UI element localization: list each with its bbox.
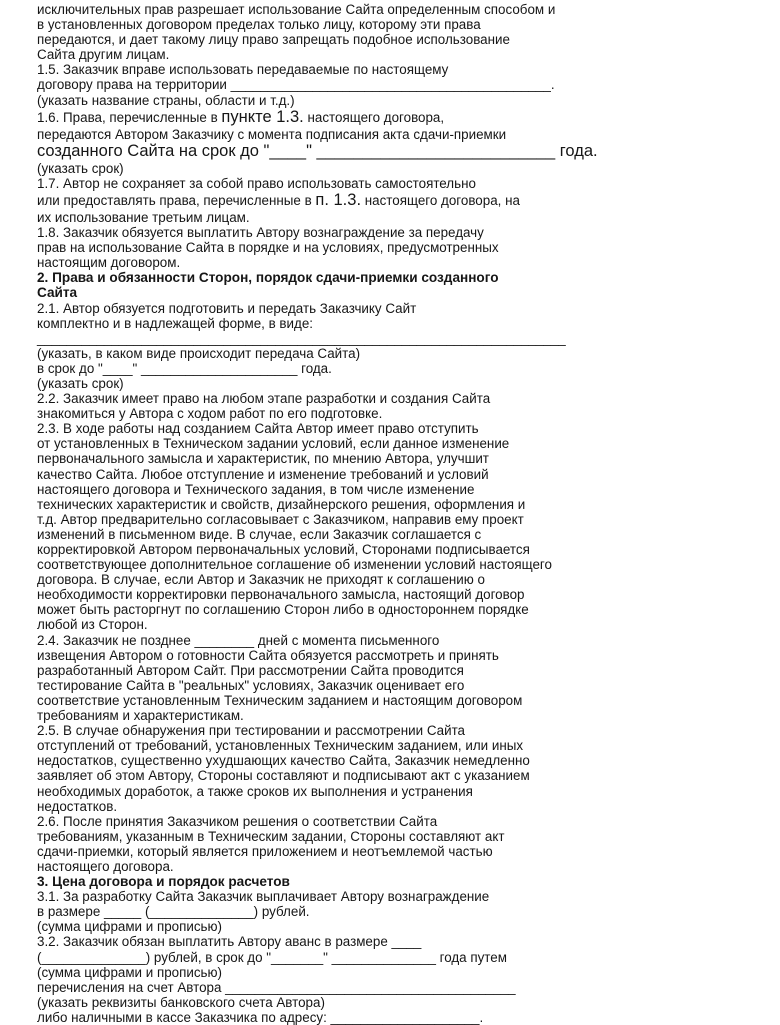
document-text: настоящего договора, xyxy=(303,109,445,125)
document-text: качество Сайта. Любое отступление и изменение требований и условий xyxy=(37,466,489,482)
document-line xyxy=(37,557,760,572)
document-line xyxy=(37,17,760,32)
document-line xyxy=(37,784,760,799)
document-text: их использование третьим лицам. xyxy=(37,209,250,225)
document-line xyxy=(37,161,760,176)
document-line xyxy=(37,108,760,127)
document-text: (сумма цифрами и прописью) xyxy=(37,964,222,980)
document-text: в срок до "____" _____________________ года. xyxy=(37,360,332,376)
document-line xyxy=(37,47,760,62)
document-text: необходимости корректировки первоначального замысла, настоящий договор xyxy=(37,587,525,603)
document-line xyxy=(37,844,760,859)
document-heading-line xyxy=(37,874,760,889)
document-line xyxy=(37,708,760,723)
document-line xyxy=(37,527,760,542)
document-line xyxy=(37,768,760,783)
document-text: настоящего договора, на xyxy=(361,192,520,208)
document-text: тестирование Сайта в "реальных" условиях, Заказчик оценивает его xyxy=(37,677,465,693)
document-text: (______________) рублей, в срок до "_______" ______________ года путем xyxy=(37,949,507,965)
document-text-large: пункте 1.3. xyxy=(221,107,304,126)
document-line xyxy=(37,62,760,77)
document-line xyxy=(37,255,760,270)
document-line xyxy=(37,497,760,512)
document-text: 3.2. Заказчик обязан выплатить Автору аванс в размере ____ xyxy=(37,934,422,950)
document-text: (сумма цифрами и прописью) xyxy=(37,919,222,935)
document-line xyxy=(37,723,760,738)
document-line xyxy=(37,176,760,191)
document-line xyxy=(37,738,760,753)
document-text: требованиям, указанным в Техническим задании, Стороны составляют акт xyxy=(37,828,505,844)
document-text: 1.8. Заказчик обязуется выплатить Автору вознаграждение за передачу xyxy=(37,225,484,241)
document-text: настоящего договора и Технического задания, в том числе изменение xyxy=(37,481,475,497)
document-text: сдачи-приемки, который является приложением и неотъемлемой частью xyxy=(37,843,493,859)
document-text: соответствующее дополнительное соглашение об изменении условий настоящего xyxy=(37,557,552,573)
document-text: Сайта другим лицам. xyxy=(37,47,170,63)
document-line xyxy=(37,602,760,617)
document-text: исключительных прав разрешает использование Сайта определенным способом и xyxy=(37,2,556,17)
document-line xyxy=(37,648,760,663)
document-text: требованиям и характеристикам. xyxy=(37,708,244,724)
document-line xyxy=(37,693,760,708)
document-line xyxy=(37,32,760,47)
document-line xyxy=(37,142,760,161)
document-text: передаются Автором Заказчику с момента подписания акта сдачи-приемки xyxy=(37,126,507,142)
document-line xyxy=(37,240,760,255)
document-body xyxy=(37,2,760,1025)
document-text: (указать срок) xyxy=(37,375,124,391)
document-text: т.д. Автор предварительно согласовывает с Заказчиком, направив ему проект xyxy=(37,511,524,527)
document-text: договору права на территории ___________________________________________. xyxy=(37,77,555,93)
document-text: или предоставлять права, перечисленные в xyxy=(37,192,316,208)
document-text: в установленных договором пределах только лицу, которому эти права xyxy=(37,17,481,33)
document-line xyxy=(37,421,760,436)
document-text: 1.7. Автор не сохраняет за собой право использовать самостоятельно xyxy=(37,175,476,191)
document-text: прав на использование Сайта в порядке и на условиях, предусмотренных xyxy=(37,240,499,256)
document-text: перечисления на счет Автора _______________________________________ xyxy=(37,979,516,995)
document-line xyxy=(37,572,760,587)
document-line xyxy=(37,950,760,965)
document-line xyxy=(37,753,760,768)
document-text: знакомиться у Автора с ходом работ по его подготовке. xyxy=(37,406,383,422)
document-text: либо наличными в кассе Заказчика по адресу: ____________________. xyxy=(37,1009,484,1025)
document-line xyxy=(37,451,760,466)
document-text: 1.6. Права, перечисленные в xyxy=(37,109,222,125)
document-line xyxy=(37,436,760,451)
document-line xyxy=(37,391,760,406)
document-text: договора. В случае, если Автор и Заказчик не приходят к соглашению о xyxy=(37,572,485,588)
document-text: 3.1. За разработку Сайта Заказчик выплачивает Автору вознаграждение xyxy=(37,889,490,905)
document-line xyxy=(37,77,760,92)
document-text: может быть расторгнут по соглашению Сторон либо в одностороннем порядке xyxy=(37,602,529,618)
document-text: корректировкой Автором первоначальных условий, Сторонами подписывается xyxy=(37,542,530,557)
document-text: первоначального замысла и характеристик, по мнению Автора, улучшит xyxy=(37,451,489,467)
document-line xyxy=(37,191,760,210)
document-line xyxy=(37,512,760,527)
document-line xyxy=(37,980,760,995)
document-text: извещения Автором о готовности Сайта обязуется рассмотреть и принять xyxy=(37,647,499,663)
document-text: _______________________________________________________________________ xyxy=(37,330,566,346)
document-line xyxy=(37,210,760,225)
document-text-large: п. 1.3. xyxy=(315,190,362,209)
document-text: (указать название страны, области и т.д.) xyxy=(37,92,295,108)
document-text: заявляет об этом Автору, Стороны составляют и подписывают акт с указанием xyxy=(37,768,530,784)
document-text: настоящим договором. xyxy=(37,255,181,271)
document-heading-line xyxy=(37,285,760,300)
document-text: настоящего договора. xyxy=(37,858,174,874)
document-line xyxy=(37,2,760,17)
document-line xyxy=(37,331,760,346)
document-text: 3. Цена договора и порядок расчетов xyxy=(37,874,290,890)
document-text: 2.5. В случае обнаружения при тестировании и рассмотрении Сайта xyxy=(37,723,465,739)
document-line xyxy=(37,799,760,814)
document-text: 2.4. Заказчик не позднее ________ дней с момента письменного xyxy=(37,632,440,648)
document-text: недостатков, существенно ухудшающих качество Сайта, Заказчик немедленно xyxy=(37,753,530,769)
document-text: соответствие установленным Техническим заданием и настоящим договором xyxy=(37,692,523,708)
document-text: разработанный Автором Сайт. При рассмотрении Сайта проводится xyxy=(37,662,464,678)
document-text: комплектно и в надлежащей форме, в виде: xyxy=(37,315,314,331)
document-text: в размере _____ (______________) рублей. xyxy=(37,904,310,920)
document-line xyxy=(37,617,760,632)
document-text: Сайта xyxy=(37,285,78,301)
document-text: 2.6. После принятия Заказчиком решения о соответствии Сайта xyxy=(37,813,438,829)
document-line xyxy=(37,467,760,482)
document-text: передаются, и дает такому лицу право запрещать подобное использование xyxy=(37,32,510,48)
document-line xyxy=(37,542,760,557)
document-text: необходимых доработок, а также сроков их выполнения и устранения xyxy=(37,783,473,799)
document-line xyxy=(37,678,760,693)
document-text: от установленных в Техническом задании условий, если данное изменение xyxy=(37,436,510,452)
document-line xyxy=(37,1010,760,1025)
document-text: 2.1. Автор обязуется подготовить и передать Заказчику Сайт xyxy=(37,300,417,316)
document-line xyxy=(37,859,760,874)
document-line xyxy=(37,904,760,919)
document-line xyxy=(37,995,760,1010)
document-text-large: созданного Сайта на срок до "____" __________________________ года. xyxy=(37,141,598,160)
document-text: недостатков. xyxy=(37,798,118,814)
document-line xyxy=(37,965,760,980)
document-line xyxy=(37,814,760,829)
document-line xyxy=(37,934,760,949)
document-text: 1.5. Заказчик вправе использовать передаваемые по настоящему xyxy=(37,62,449,78)
document-line xyxy=(37,587,760,602)
document-text: технических характеристик и свойств, дизайнерского решения, оформления и xyxy=(37,496,526,512)
document-line xyxy=(37,376,760,391)
document-text: (указать реквизиты банковского счета Автора) xyxy=(37,994,325,1010)
document-line xyxy=(37,482,760,497)
document-line xyxy=(37,316,760,331)
document-line xyxy=(37,919,760,934)
document-text: 2.3. В ходе работы над созданием Сайта Автор имеет право отступить xyxy=(37,421,479,437)
document-text: (указать, в каком виде происходит передача Сайта) xyxy=(37,345,361,361)
document-line xyxy=(37,663,760,678)
document-line xyxy=(37,361,760,376)
document-line xyxy=(37,93,760,108)
document-line xyxy=(37,127,760,142)
document-line xyxy=(37,633,760,648)
document-text: 2. Права и обязанности Сторон, порядок сдачи-приемки созданного xyxy=(37,270,499,286)
document-line xyxy=(37,889,760,904)
document-line xyxy=(37,225,760,240)
document-text: любой из Сторон. xyxy=(37,617,148,633)
document-text: отступлений от требований, установленных Техническим заданием, или иных xyxy=(37,738,524,754)
document-text: изменений в письменном виде. В случае, если Заказчик соглашается с xyxy=(37,526,482,542)
document-text: (указать срок) xyxy=(37,160,124,176)
document-text: 2.2. Заказчик имеет право на любом этапе разработки и создания Сайта xyxy=(37,391,491,407)
document-line xyxy=(37,301,760,316)
document-line xyxy=(37,406,760,421)
document-line xyxy=(37,829,760,844)
document-line xyxy=(37,346,760,361)
document-heading-line xyxy=(37,270,760,285)
